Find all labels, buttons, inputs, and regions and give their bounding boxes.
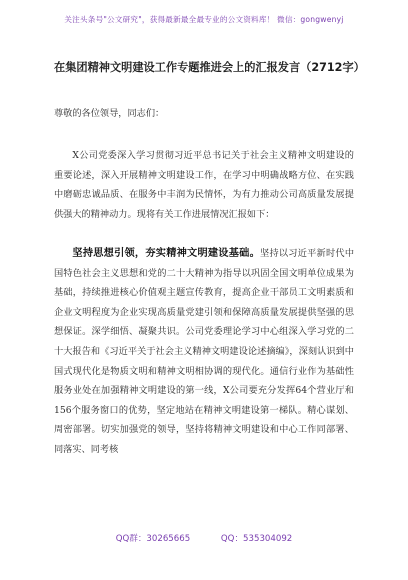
header-banner: 关注头条号"公文研究"，获得最新最全最专业的公文资料库！ 微信：gongwenyj <box>64 15 344 24</box>
section-body-text: 坚持以习近平新时代中国特色社会主义思想和党的二十大精神为指导以巩固全国文明单位成果为基础，持续推进核心价值观主题宣传教育，提高企业干部员工文明素质和企业文明程度为企业实现高质量党建引领和保障高质量发展提供坚强的思想保证。深学细悟、凝聚共识。公司党委理论学习中心组深入学习党的二十大报告和《习近平关于社会主义精神文明建设论述摘编》，深刻认识到中国式现代化是物质文明和精神文明相协调的现代化。通信行业作为基础性服务业处在加强精神文明建设的第一线，X公司要充分发挥64个营业厅和156个服务窗口的优势，坚定地站在精神文明建设第一梯队。精心谋划、周密部署。切实加强党的领导，坚持将精神文明建设和中心工作同部署、同落实、同考核 <box>54 248 355 455</box>
footer-qq-group: QQ群：30265665 <box>115 534 191 544</box>
salutation: 尊敬的各位领导，同志们： <box>54 108 165 119</box>
paragraph-intro: X公司党委深入学习贯彻习近平总书记关于社会主义精神文明建设的重要论述，深入开展精神文明建设工作，在学习中明确战略方位、在实践中磨砺忠诚品质、在服务中丰润为民情怀，为有力推动公司高质量发展提供强大的精神动力。现将有关工作进展情况汇报如下： <box>54 150 354 220</box>
document-title: 在集团精神文明建设工作专题推进会上的汇报发言（2712字） <box>54 61 365 74</box>
section-lead-heading: 坚持思想引领，夯实精神文明建设基础。 <box>72 248 261 259</box>
paragraph-section-1 <box>54 244 354 460</box>
footer <box>0 532 408 544</box>
footer-qq: QQ：535304092 <box>220 534 293 544</box>
